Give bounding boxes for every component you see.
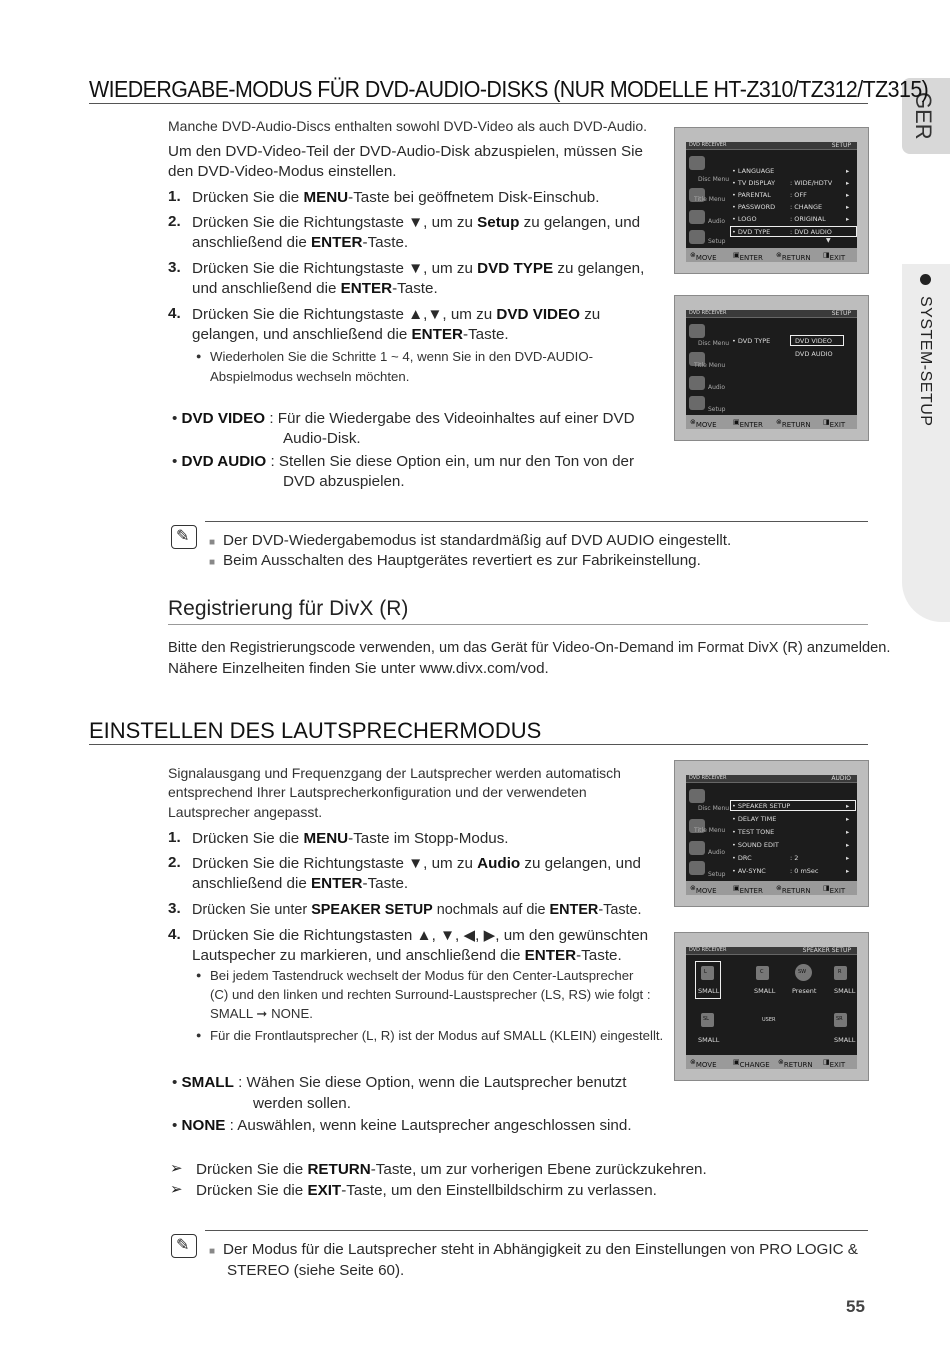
chevron-right-icon: ▸ <box>846 815 850 823</box>
menu-value: : 0 mSec <box>790 867 819 875</box>
side-label: Disc Menu <box>698 805 730 812</box>
menu-row: • DVD TYPE <box>732 337 771 345</box>
speaker-setup-screen <box>674 932 869 1081</box>
step-number: 1. <box>168 188 181 205</box>
exit-hint: ◨ EXIT <box>823 884 846 895</box>
menu-row: • SOUND EDIT <box>732 841 779 849</box>
step-number: 2. <box>168 213 181 230</box>
divider <box>205 521 868 522</box>
screen-header: DVD RECEIVER <box>689 142 727 148</box>
step-number: 3. <box>168 259 181 276</box>
enter-hint: ▣ ENTER <box>733 251 763 262</box>
step-subnote: Wiederholen Sie die Schritte 1 ~ 4, wenn Sie in den DVD-AUDIO- <box>210 349 593 364</box>
step-subnote: SMALL ➞ NONE. <box>210 1006 313 1021</box>
step-text: Drücken Sie die Richtungstaste ▼, um zu Audio zu gelangen, und <box>192 855 641 872</box>
option-dvd-video: DVD VIDEO <box>795 337 833 345</box>
option-item: • SMALL : Wähen Sie diese Option, wenn die Lautsprecher benutzt <box>172 1074 627 1091</box>
step-number: 1. <box>168 829 181 846</box>
chevron-right-icon: ▸ <box>846 828 850 836</box>
speaker-mode: SMALL <box>834 1036 856 1044</box>
return-hint: ⊗ RETURN <box>776 884 811 895</box>
note-item: STEREO (siehe Seite 60). <box>227 1262 405 1279</box>
step-text: anschließend die ENTER-Taste. <box>192 234 409 251</box>
step-text: Drücken Sie die MENU-Taste im Stopp-Modus. <box>192 830 509 847</box>
step-number: 3. <box>168 900 181 917</box>
step-subnote: Bei jedem Tastendruck wechselt der Modus für den Center-Lautsprecher <box>210 968 634 983</box>
screen-header: AUDIO <box>831 775 851 782</box>
note-icon <box>171 525 197 549</box>
menu-row: • PARENTAL <box>732 191 771 199</box>
enter-hint: ▣ ENTER <box>733 418 763 429</box>
note-item: ■ Beim Ausschalten des Hauptgerätes revertiert es zur Fabrikeinstellung. <box>209 552 701 569</box>
setup-icon <box>689 861 705 875</box>
section1-intro: den DVD-Video-Modus einstellen. <box>168 163 397 180</box>
note-item: ■ Der Modus für die Lautsprecher steht in Abhängigkeit zu den Einstellungen von PRO LOGIC & <box>209 1241 858 1258</box>
menu-row: • DRC <box>732 854 752 862</box>
audio-icon <box>689 841 705 855</box>
speaker-code: USER <box>762 1017 776 1023</box>
step-number: 2. <box>168 854 181 871</box>
audio-menu-screen <box>674 760 869 907</box>
bullet-icon: ● <box>196 351 202 361</box>
section2-paragraph: Nähere Einzelheiten finden Sie unter www.divx.com/vod. <box>168 660 549 677</box>
chevron-right-icon: ▸ <box>846 191 850 199</box>
divider <box>168 624 868 625</box>
side-label: Setup <box>708 406 726 413</box>
section1-intro: Manche DVD-Audio-Discs enthalten sowohl DVD-Video als auch DVD-Audio. <box>168 118 648 134</box>
tip-item: Drücken Sie die EXIT-Taste, um den Einstellbildschirm zu verlassen. <box>196 1182 657 1199</box>
chevron-right-icon: ▸ <box>846 215 850 223</box>
setup-menu-screen <box>674 127 869 274</box>
option-item: • NONE : Auswählen, wenn keine Lautsprecher angeschlossen sind. <box>172 1117 632 1134</box>
side-label: Setup <box>708 238 726 245</box>
speaker-code: C <box>760 969 764 975</box>
divider <box>89 744 868 745</box>
speaker-l-icon <box>701 966 714 980</box>
step-text: gelangen, und anschließend die ENTER-Taste. <box>192 326 509 343</box>
chevron-right-icon: ▸ <box>846 867 850 875</box>
divider <box>89 103 868 104</box>
section1-intro: Um den DVD-Video-Teil der DVD-Audio-Disk abzuspielen, müssen Sie <box>168 143 643 160</box>
return-hint: ⊗ RETURN <box>776 418 811 429</box>
bullet-icon <box>920 274 931 285</box>
section2-title: Registrierung für DivX (R) <box>168 597 409 620</box>
change-hint: ▣ CHANGE <box>733 1058 770 1069</box>
bullet-icon: ● <box>196 970 202 980</box>
screen-header: DVD RECEIVER <box>689 310 727 316</box>
section3-title: EINSTELLEN DES LAUTSPRECHERMODUS <box>89 718 542 743</box>
arrow-icon: ➢ <box>170 1160 183 1177</box>
arrow-icon: ➢ <box>170 1181 183 1198</box>
tip-item: Drücken Sie die RETURN-Taste, um zur vorherigen Ebene zurückzukehren. <box>196 1161 707 1178</box>
side-label: Audio <box>708 218 726 225</box>
speaker-mode: Present <box>792 987 817 995</box>
language-tab-label: GER <box>911 92 936 140</box>
step-subnote: (C) und den linken und rechten Surround-Laustsprecher (LS, RS) wie folgt : <box>210 987 651 1002</box>
note-item: ■ Der DVD-Wiedergabemodus ist standardmäßig auf DVD AUDIO eingestellt. <box>209 532 732 549</box>
step-text: Drücken Sie die Richtungstaste ▲,▼, um zu DVD VIDEO zu <box>192 306 601 323</box>
side-label: Title Menu <box>694 827 726 834</box>
section2-paragraph: Bitte den Registrierungscode verwenden, um das Gerät für Video-On-Demand im Format DivX (R) anzumelden. <box>168 640 891 656</box>
side-label: Title Menu <box>694 362 726 369</box>
chevron-right-icon: ▸ <box>846 802 850 810</box>
side-label: Disc Menu <box>698 176 730 183</box>
speaker-mode: SMALL <box>754 987 776 995</box>
note-icon <box>171 1234 197 1258</box>
menu-value: : 2 <box>790 854 799 862</box>
setup-icon <box>689 396 705 410</box>
speaker-mode: SMALL <box>698 1036 720 1044</box>
menu-row: • AV-SYNC <box>732 867 766 875</box>
exit-hint: ◨ EXIT <box>823 251 846 262</box>
step-text: Lautspecher zu markieren, und anschließend die ENTER-Taste. <box>192 947 622 964</box>
menu-row: • SPEAKER SETUP <box>732 802 791 810</box>
move-hint: ⊗ MOVE <box>690 251 717 262</box>
speaker-code: R <box>838 969 842 975</box>
screen-header: DVD RECEIVER <box>689 775 727 781</box>
step-text: anschließend die ENTER-Taste. <box>192 875 409 892</box>
disc-icon <box>689 324 705 338</box>
step-subnote: Abspielmodus wechseln möchten. <box>210 369 410 384</box>
option-item: Audio-Disk. <box>283 430 361 447</box>
menu-row: • LOGO <box>732 215 757 223</box>
menu-value: : CHANGE <box>790 203 823 211</box>
return-hint: ⊗ RETURN <box>778 1058 813 1069</box>
speaker-mode: SMALL <box>698 987 720 995</box>
menu-value: : ORIGINAL <box>790 215 826 223</box>
menu-row: • TEST TONE <box>732 828 775 836</box>
option-item: • DVD AUDIO : Stellen Sie diese Option ein, um nur den Ton von der <box>172 453 635 470</box>
exit-hint: ◨ EXIT <box>823 1058 846 1069</box>
menu-value: : WIDE/HDTV <box>790 179 833 187</box>
section-tab <box>902 264 950 622</box>
chevron-right-icon: ▸ <box>846 203 850 211</box>
chevron-right-icon: ▸ <box>846 167 850 175</box>
step-text: Drücken Sie die MENU-Taste bei geöffnetem Disk-Einschub. <box>192 189 600 206</box>
screen-header: SETUP <box>831 310 851 317</box>
screen-header: SPEAKER SETUP <box>802 947 851 954</box>
step-number: 4. <box>168 305 181 322</box>
chevron-right-icon: ▸ <box>846 854 850 862</box>
menu-value: : OFF <box>790 191 807 199</box>
speaker-code: SR <box>836 1016 843 1022</box>
section3-intro: entsprechend Ihrer Lautsprecherkonfiguration und der verwendeten <box>168 784 587 800</box>
menu-row: • DVD TYPE <box>732 228 771 236</box>
section1-title: WIEDERGABE-MODUS FÜR DVD-AUDIO-DISKS (NUR MODELLE HT-Z310/TZ312/TZ315) <box>89 76 929 102</box>
page-number: 55 <box>846 1297 865 1316</box>
speaker-code: SL <box>703 1016 709 1022</box>
bullet-icon: ● <box>196 1030 202 1040</box>
menu-value: : DVD AUDIO <box>790 228 832 236</box>
section-tab-label: SYSTEM-SETUP <box>917 296 934 427</box>
dvd-type-screen <box>674 295 869 441</box>
menu-row: • DELAY TIME <box>732 815 777 823</box>
option-item: werden sollen. <box>253 1095 351 1112</box>
screen-header: SETUP <box>831 142 851 149</box>
move-hint: ⊗ MOVE <box>690 884 717 895</box>
chevron-right-icon: ▸ <box>846 179 850 187</box>
option-item: • DVD VIDEO : Für die Wiedergabe des Videoinhaltes auf einer DVD <box>172 410 635 427</box>
speaker-mode: SMALL <box>834 987 856 995</box>
side-label: Audio <box>708 384 726 391</box>
step-subnote: Für die Frontlautsprecher (L, R) ist der Modus auf SMALL (KLEIN) eingestellt. <box>210 1028 664 1043</box>
setup-icon <box>689 230 705 244</box>
step-text: Drücken Sie die Richtungstasten ▲, ▼, ◀, ▶, um den gewünschten <box>192 927 649 944</box>
audio-icon <box>689 376 705 390</box>
move-hint: ⊗ MOVE <box>690 418 717 429</box>
move-hint: ⊗ MOVE <box>690 1058 717 1069</box>
option-dvd-audio: DVD AUDIO <box>795 350 833 358</box>
step-text: Drücken Sie die Richtungstaste ▼, um zu Setup zu gelangen, und <box>192 214 641 231</box>
side-label: Audio <box>708 849 726 856</box>
step-text: Drücken Sie die Richtungstaste ▼, um zu DVD TYPE zu gelangen, <box>192 260 645 277</box>
menu-row: • TV DISPLAY <box>732 179 776 187</box>
side-label: Setup <box>708 871 726 878</box>
menu-row: • PASSWORD <box>732 203 776 211</box>
screen-header: DVD RECEIVER <box>689 947 727 953</box>
audio-icon <box>689 210 705 224</box>
disc-icon <box>689 789 705 803</box>
exit-hint: ◨ EXIT <box>823 418 846 429</box>
side-label: Disc Menu <box>698 340 730 347</box>
speaker-code: SW <box>798 969 807 975</box>
disc-icon <box>689 156 705 170</box>
step-text: Drücken Sie unter SPEAKER SETUP nochmals auf die ENTER-Taste. <box>192 902 642 918</box>
return-hint: ⊗ RETURN <box>776 251 811 262</box>
step-number: 4. <box>168 926 181 943</box>
step-text: und anschließend die ENTER-Taste. <box>192 280 438 297</box>
menu-row: • LANGUAGE <box>732 167 775 175</box>
speaker-code: L <box>704 969 707 975</box>
section3-intro: Lautsprecher angepasst. <box>168 804 323 820</box>
section3-intro: Signalausgang und Frequenzgang der Lautsprecher werden automatisch <box>168 765 621 781</box>
scroll-down-icon: ▼ <box>826 237 831 244</box>
enter-hint: ▣ ENTER <box>733 884 763 895</box>
side-label: Title Menu <box>694 196 726 203</box>
chevron-right-icon: ▸ <box>846 841 850 849</box>
divider <box>205 1230 868 1231</box>
option-item: DVD abzuspielen. <box>283 473 405 490</box>
